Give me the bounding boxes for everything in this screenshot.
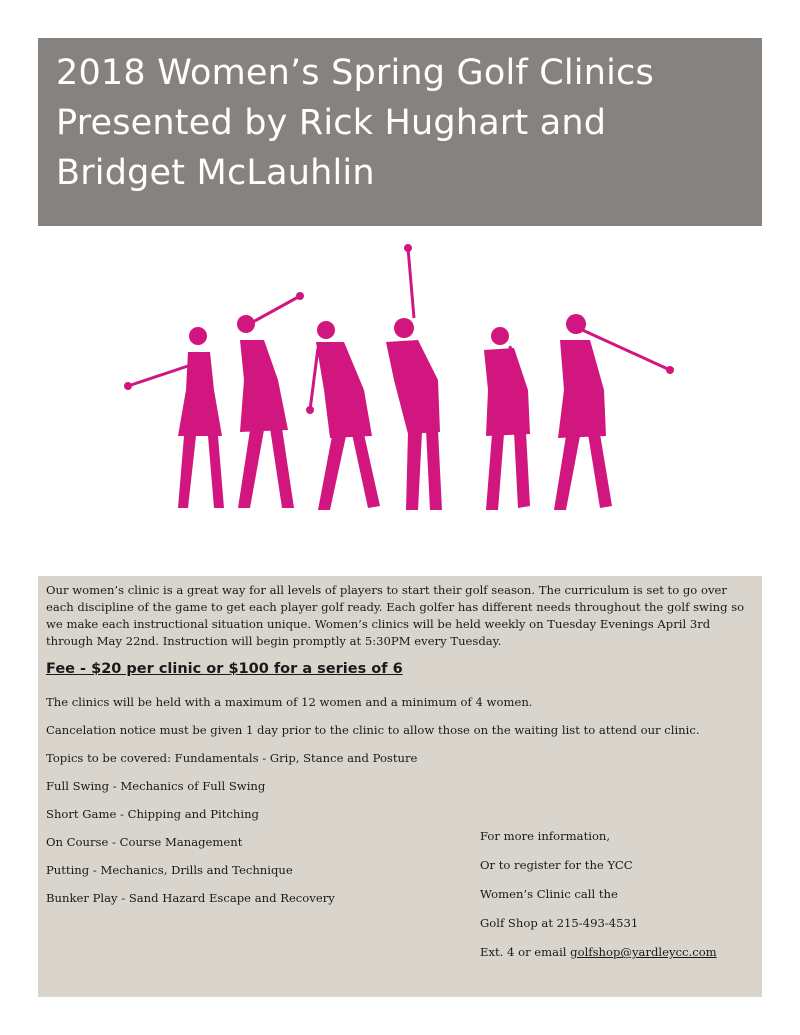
detail-line: The clinics will be held with a maximum of 12 women and a minimum of 4 women. <box>46 695 533 709</box>
topic-putting: Putting - Mechanics, Drills and Technique <box>46 863 293 877</box>
topic-short-game: Short Game - Chipping and Pitching <box>46 807 259 821</box>
topic-full-swing: Full Swing - Mechanics of Full Swing <box>46 779 266 793</box>
title-line-1: 2018 Women’s Spring Golf Clinics <box>56 53 654 93</box>
golfer-silhouette-5 <box>484 327 530 510</box>
info-panel <box>38 576 762 997</box>
topic-bunker-play: Bunker Play - Sand Hazard Escape and Recovery <box>46 891 335 905</box>
contact-line: For more information, <box>480 829 611 843</box>
topic-on-course: On Course - Course Management <box>46 835 243 849</box>
golfer-silhouette-1 <box>124 327 224 508</box>
golfer-silhouette-4 <box>386 244 442 510</box>
title-line-3: Bridget McLauhlin <box>56 153 375 193</box>
contact-email-line <box>480 938 717 967</box>
golfer-silhouette-6 <box>554 314 674 510</box>
contact-line: Or to register for the YCC <box>480 858 633 872</box>
contact-line: Women’s Clinic call the <box>480 887 618 901</box>
page-title <box>56 48 744 198</box>
contact-phone: Golf Shop at 215-493-4531 <box>480 916 639 930</box>
fee-heading: Fee - $20 per clinic or $100 for a series of 6 <box>46 661 403 677</box>
title-banner <box>38 38 762 226</box>
contact-info <box>480 822 717 967</box>
golfer-silhouette-2 <box>237 292 304 508</box>
contact-email-prefix: Ext. 4 or email <box>480 945 571 959</box>
email-link[interactable]: golfshop@yardleycc.com <box>570 945 717 959</box>
golfer-silhouette-3 <box>306 321 380 510</box>
detail-line: Cancelation notice must be given 1 day prior to the clinic to allow those on the waiting list to attend our clinic. <box>46 723 700 737</box>
topics-line: Topics to be covered: Fundamentals - Grip, Stance and Posture <box>46 751 418 765</box>
intro-paragraph: Our women’s clinic is a great way for all levels of players to start their golf season. The curriculum is set to go over each discipline of the game to get each player golf ready. Each golfer has different needs throughout the golf swing so we make each instructional situation unique. Women’s clinics will be held weekly on Tuesday Evenings April 3rd through May 22nd. Instruction will begin promptly at 5:30PM every Tuesday. <box>46 583 745 648</box>
golfer-silhouettes-icon <box>118 240 682 530</box>
title-line-2: Presented by Rick Hughart and <box>56 103 607 143</box>
